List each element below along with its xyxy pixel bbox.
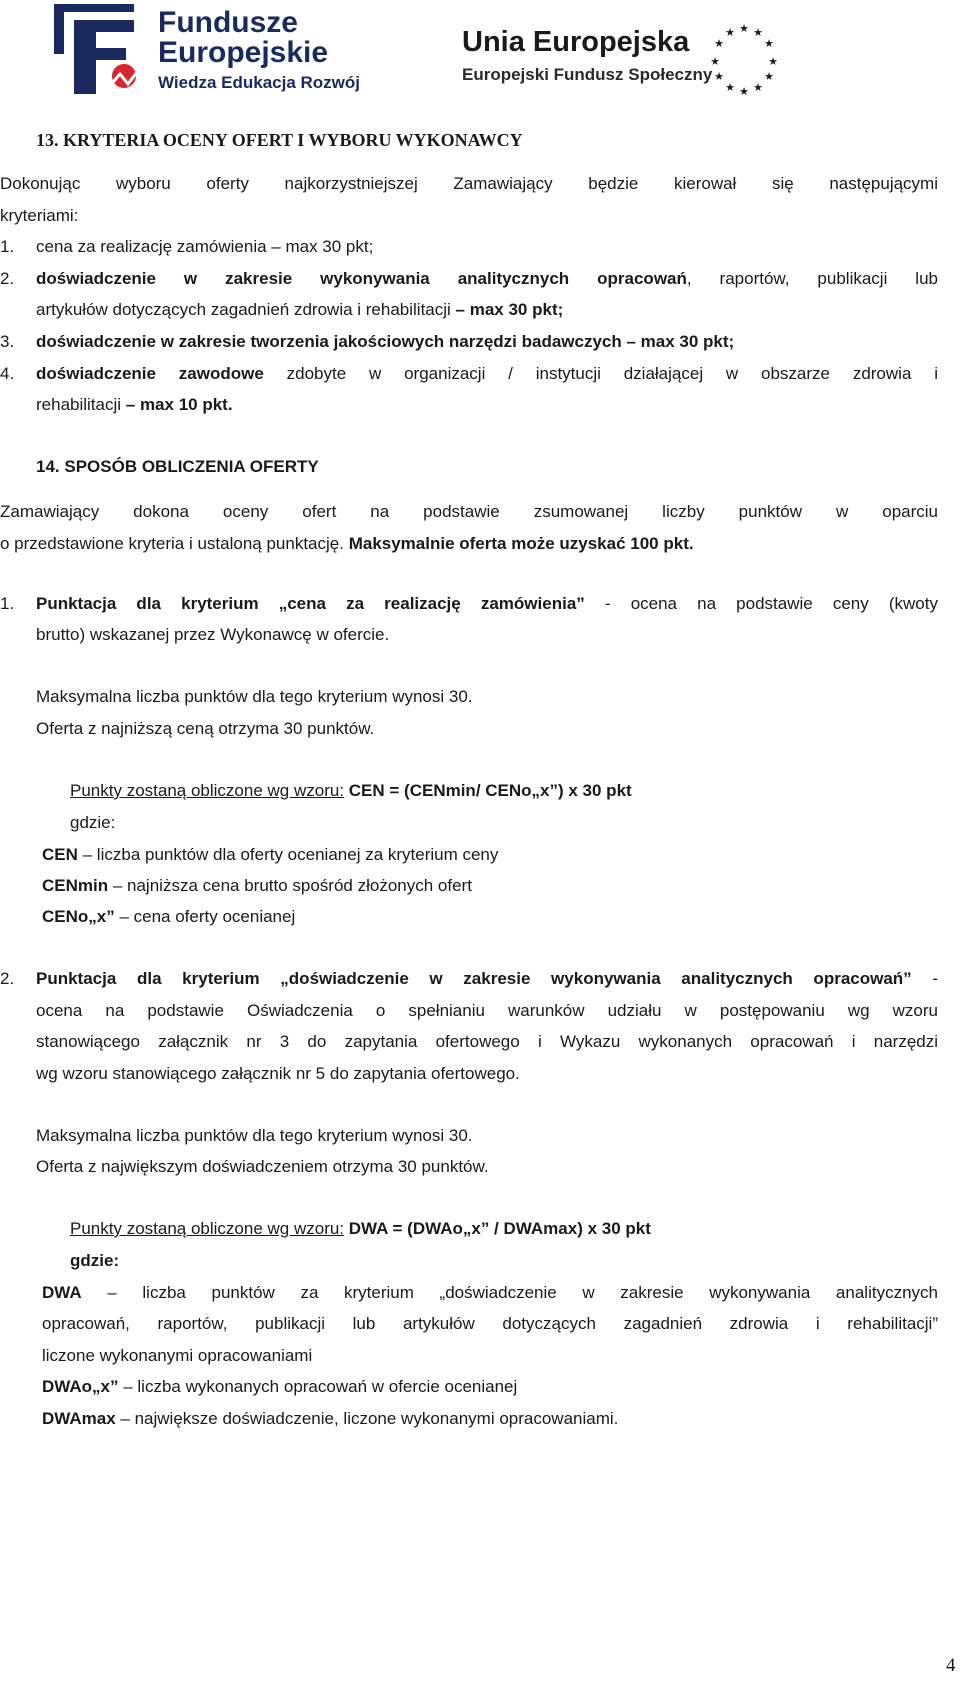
svg-text:★: ★: [725, 81, 735, 94]
eu-flag-icon: [701, 18, 787, 104]
k1-def-ceno: [42, 906, 295, 928]
k2-def-dwamax-text: – największe doświadczenie, liczone wykonanymi opracowaniami.: [115, 1409, 619, 1428]
k2-best-offer: Oferta z największym doświadczeniem otrzyma 30 punktów.: [36, 1157, 489, 1176]
k2-def-dwamax-term: DWAmax: [42, 1409, 116, 1428]
k1-def-cen-term: CEN: [42, 845, 78, 864]
k2-formula-label: Punkty zostaną obliczone wg wzoru:: [70, 1219, 345, 1238]
s14-para-line2: [0, 533, 694, 555]
svg-text:★: ★: [768, 55, 778, 68]
svg-text:★: ★: [753, 26, 763, 39]
k1-def-ceno-text: – cena oferty ocenianej: [114, 907, 296, 926]
criterion-2-max: – max 30 pkt;: [455, 300, 564, 319]
k2-formula-expression: DWA = (DWAo„x” / DWAmax) x 30 pkt: [344, 1219, 651, 1238]
svg-text:★: ★: [764, 70, 774, 83]
svg-text:★: ★: [739, 85, 749, 98]
criterion-4-rest: zdobyte w organizacji / instytucji działającej w obszarze zdrowia i: [263, 364, 938, 383]
k2-def-dwa-line3: liczone wykonanymi opracowaniami: [42, 1346, 313, 1365]
svg-text:★: ★: [714, 70, 724, 83]
criterion-2-line2: [36, 299, 563, 321]
criterion-1-number: 1.: [0, 237, 15, 256]
svg-text:★: ★: [710, 55, 720, 68]
k2-title: Punktacja dla kryterium „doświadczenie w zakresie wykonywania analitycznych opracowań”: [36, 969, 912, 988]
k1-def-cen: [42, 844, 498, 866]
k2-rest: -: [911, 969, 938, 988]
k2-def-dwa-text: – liczba punktów za kryterium „doświadczenie w zakresie wykonywania analitycznych: [81, 1283, 938, 1302]
svg-text:★: ★: [764, 37, 774, 50]
k2-def-dwamax: [42, 1408, 618, 1430]
criterion-3-text: doświadczenie w zakresie tworzenia jakościowych narzędzi badawczych – max 30 pkt;: [36, 332, 735, 351]
k2-def-dwa-line2: opracowań, raportów, publikacji lub artykułów dotyczących zagadnień zdrowia i rehabilitacji”: [42, 1314, 938, 1333]
k2-gdzie: gdzie:: [70, 1251, 120, 1270]
criterion-2-title: doświadczenie w zakresie wykonywania analitycznych opracowań: [36, 269, 687, 288]
k1-rest: - ocena na podstawie ceny (kwoty: [584, 594, 938, 613]
k1-title: Punktacja dla kryterium „cena za realizację zamówienia”: [36, 594, 585, 613]
k2-line4: wg wzoru stanowiącego załącznik nr 5 do zapytania ofertowego.: [36, 1064, 520, 1083]
k2-line2: ocena na podstawie Oświadczenia o spełnianiu warunków udziału w postępowaniu wg wzoru: [36, 1001, 938, 1020]
fe-logo-text: [158, 8, 360, 94]
s14-max-points: Maksymalnie oferta może uzyskać 100 pkt.: [348, 534, 694, 553]
k2-def-dwao-text: – liczba wykonanych opracowań w ofercie ocenianej: [118, 1377, 518, 1396]
k1-formula-expression: CEN = (CENmin/ CENo„x”) x 30 pkt: [344, 781, 632, 800]
criterion-2-rest: , raportów, publikacji lub: [686, 269, 938, 288]
k2-line3: stanowiącego załącznik nr 3 do zapytania ofertowego i Wykazu wykonanych opracowań i narzędzi: [36, 1032, 938, 1051]
svg-text:★: ★: [714, 37, 724, 50]
fe-line3: Wiedza Edukacja Rozwój: [158, 73, 360, 92]
k1-formula-label: Punkty zostaną obliczone wg wzoru:: [70, 781, 345, 800]
k1-best-offer: Oferta z najniższą ceną otrzyma 30 punktów.: [36, 719, 375, 738]
criterion-2-line2-text: artykułów dotyczących zagadnień zdrowia i rehabilitacji: [36, 300, 456, 319]
fe-line1: Fundusze: [158, 6, 298, 39]
k2-def-dwao-term: DWAo„x”: [42, 1377, 119, 1396]
k2-def-dwa-term: DWA: [42, 1283, 82, 1302]
s13-intro-line2: kryteriami:: [0, 206, 79, 225]
fe-line2: Europejskie: [158, 36, 329, 69]
k1-def-cen-text: – liczba punktów dla oferty ocenianej za kryterium ceny: [77, 845, 499, 864]
criterion-4-number: 4.: [0, 364, 15, 383]
k1-gdzie: gdzie:: [70, 813, 116, 832]
page-number: 4: [946, 1655, 956, 1676]
k2-max-points: Maksymalna liczba punktów dla tego kryterium wynosi 30.: [36, 1126, 473, 1145]
svg-text:★: ★: [725, 26, 735, 39]
k2-def-dwao: [42, 1376, 517, 1398]
k2-number: 2.: [0, 969, 15, 988]
criterion-4-title: doświadczenie zawodowe: [36, 364, 264, 383]
criterion-4-line2: [36, 394, 233, 416]
k1-formula: [70, 780, 632, 802]
k1-def-ceno-term: CENo„x”: [42, 907, 115, 926]
criterion-4-line2-text: rehabilitacji: [36, 395, 126, 414]
criterion-2-line1: [36, 268, 938, 290]
criterion-2-number: 2.: [0, 269, 15, 288]
k2-formula: [70, 1218, 651, 1240]
eu-title: Unia Europejska: [462, 26, 690, 58]
section-13-heading: 13. KRYTERIA OCENY OFERT I WYBORU WYKONAWCY: [36, 130, 523, 150]
k2-def-dwa-line1: [42, 1282, 938, 1304]
k1-def-cenmin-term: CENmin: [42, 876, 109, 895]
criterion-4-max: – max 10 pkt.: [125, 395, 233, 414]
k2-line1: [36, 968, 938, 990]
fundusze-europejskie-logo-icon: [50, 2, 148, 100]
section-14-heading: 14. SPOSÓB OBLICZENIA OFERTY: [36, 457, 319, 476]
svg-text:★: ★: [739, 22, 749, 35]
eu-subtitle: Europejski Fundusz Społeczny: [462, 65, 713, 84]
s13-intro-line1: Dokonując wyboru oferty najkorzystniejszej Zamawiający będzie kierował się następującymi: [0, 174, 938, 193]
k1-number: 1.: [0, 594, 15, 613]
k1-max-points: Maksymalna liczba punktów dla tego kryterium wynosi 30.: [36, 687, 473, 706]
criterion-3-number: 3.: [0, 332, 15, 351]
svg-text:★: ★: [753, 81, 763, 94]
k1-line1: [36, 593, 938, 615]
eu-logo-text: [462, 26, 712, 86]
k1-line2: brutto) wskazanej przez Wykonawcę w ofercie.: [36, 625, 390, 644]
s14-para-line2-text: o przedstawione kryteria i ustaloną punktację.: [0, 534, 349, 553]
s14-para-line1: Zamawiający dokona oceny ofert na podstawie zsumowanej liczby punktów w oparciu: [0, 502, 938, 521]
k1-def-cenmin: [42, 875, 472, 897]
criterion-4-line1: [36, 363, 938, 385]
k1-def-cenmin-text: – najniższa cena brutto spośród złożonych ofert: [108, 876, 472, 895]
criterion-1-text: cena za realizację zamówienia – max 30 pkt;: [36, 237, 374, 256]
